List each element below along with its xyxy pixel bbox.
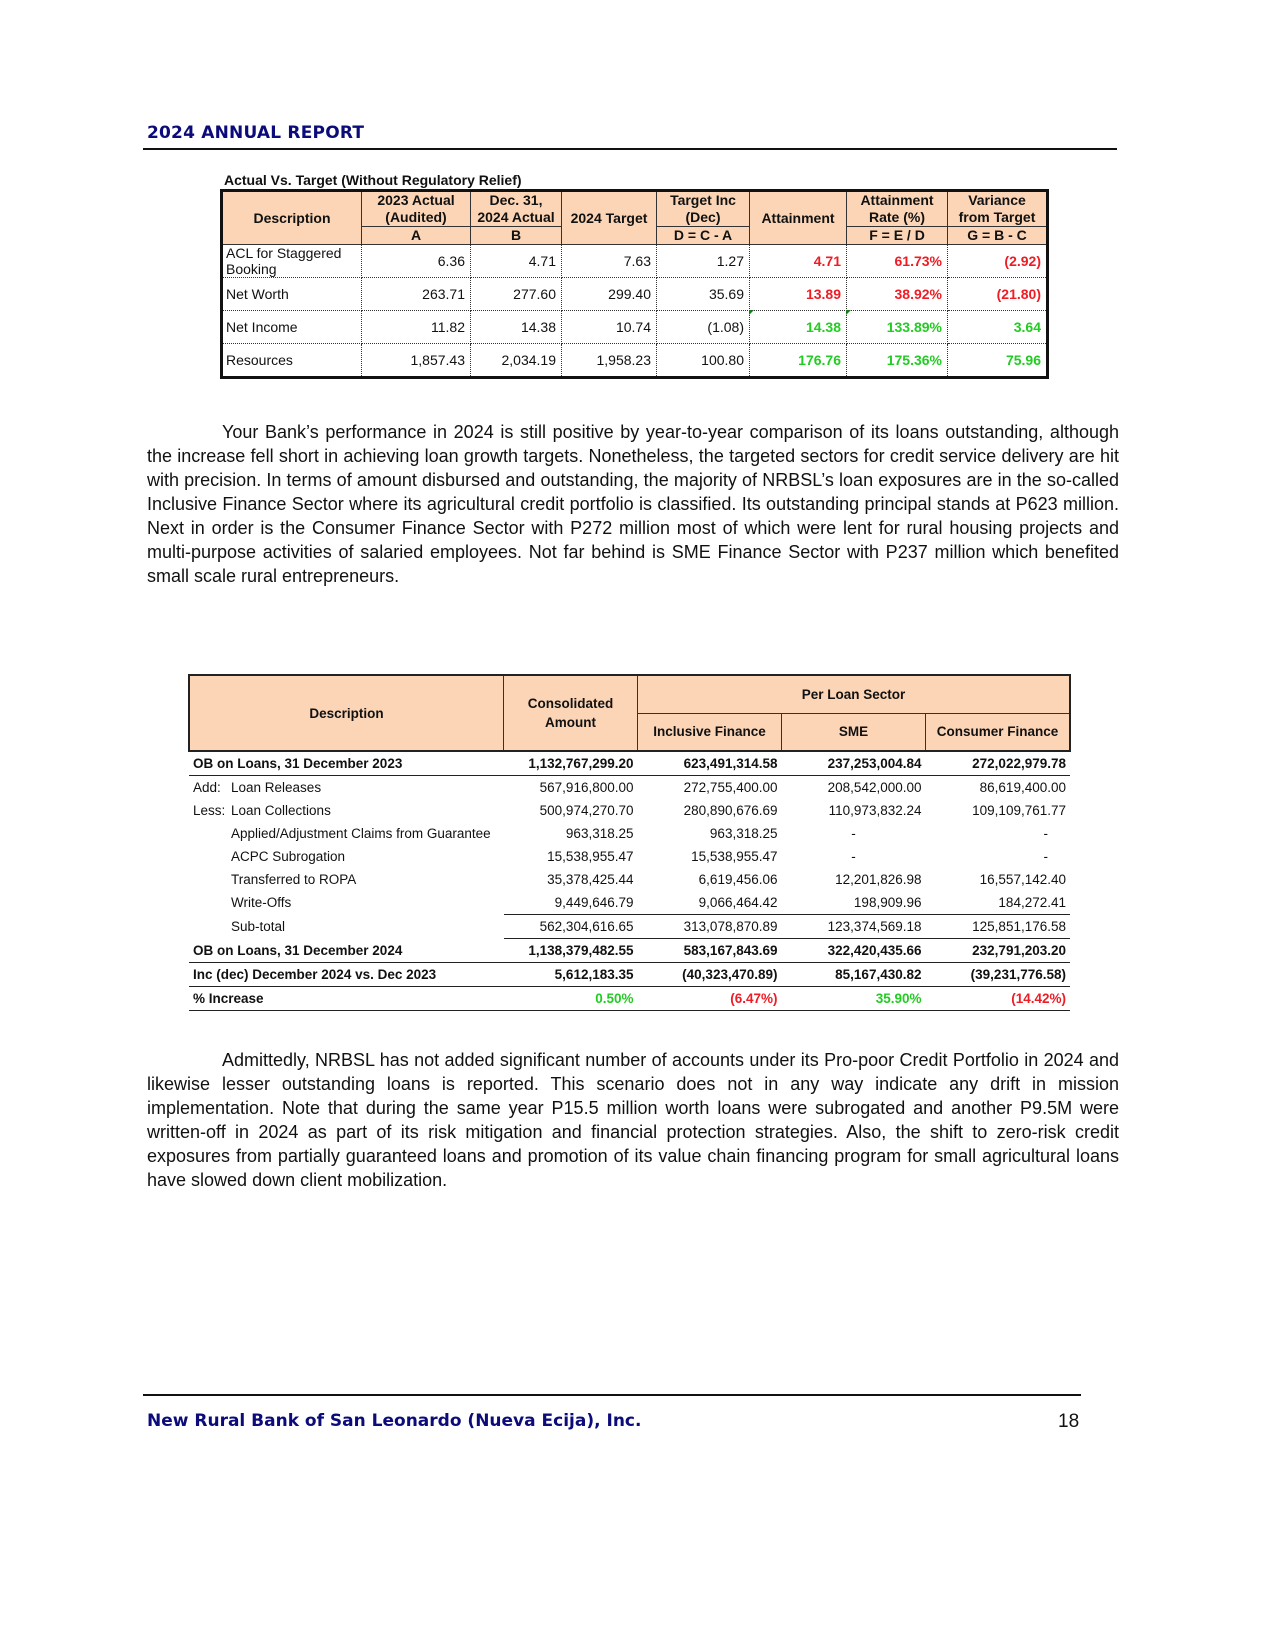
paragraph-pro-poor-portfolio: Admittedly, NRBSL has not added significant number of accounts under its Pro-poor Credit Portfolio in 2024 and likewise lesser outstanding loans is reported. This scenario does not in any way indicate any drift in mission implementation. Note that during the same year P15.5 million worth loans were subrogated and another P9.5M were written-off in 2024 as part of its risk mitigation and financial protection strategies. Also, the shift to zero-risk credit exposures from partially guaranteed loans and promotion of its value chain financing program for small agricultural loans have slowed down client mobilization. [147, 1050, 1119, 1190]
page-number: 18 [1058, 1411, 1080, 1432]
table-row: Inc (dec) December 2024 vs. Dec 2023 5,612,183.35 (40,323,470.89) 85,167,430.82 (39,231,776.58) [189, 963, 1070, 987]
col-header-2024-actual: Dec. 31, 2024 Actual [471, 191, 562, 227]
col-code-g: G = B - C [948, 227, 1048, 245]
table-row: ACL for Staggered Booking 6.36 4.71 7.63 1.27 4.71 61.73% (2.92) [222, 245, 1048, 278]
col-code-b: B [471, 227, 562, 245]
table-row: Write-Offs 9,449,646.79 9,066,464.42 198,909.96 184,272.41 [231, 895, 1066, 911]
table-row: OB on Loans, 31 December 2024 1,138,379,482.55 583,167,843.69 322,420,435.66 232,791,203.20 [189, 939, 1070, 963]
table-row: OB on Loans, 31 December 2023 1,132,767,299.20 623,491,314.58 237,253,004.84 272,022,979.78 [189, 751, 1070, 776]
col-code-d: D = C - A [657, 227, 750, 245]
table-row: Less: Loan Collections 500,974,270.70 280,890,676.69 110,973,832.24 109,109,761.77 [193, 803, 1066, 818]
table-row: ACPC Subrogation 15,538,955.47 15,538,955.47 - - [231, 849, 1048, 864]
table1-caption: Actual Vs. Target (Without Regulatory Relief) [224, 172, 522, 188]
t2-header-description: Description [189, 675, 504, 751]
table-row: Resources 1,857.43 2,034.19 1,958.23 100.80 176.76 175.36% 75.96 [222, 344, 1048, 378]
col-header-attainment: Attainment [750, 191, 847, 245]
t2-header-consumer: Consumer Finance [926, 713, 1071, 751]
table-row: % Increase 0.50% (6.47%) 35.90% (14.42%) [189, 987, 1070, 1011]
table-row: Add: Loan Releases 567,916,800.00 272,755,400.00 208,542,000.00 86,619,400.00 [193, 780, 1066, 795]
col-header-2023-actual: 2023 Actual (Audited) [362, 191, 471, 227]
table-row: Sub-total 562,304,616.65 313,078,870.89 123,374,569.18 125,851,176.58 [189, 915, 1070, 939]
col-code-a: A [362, 227, 471, 245]
error-flag-cell: 133.89% [847, 311, 948, 344]
table-row: Applied/Adjustment Claims from Guarantee 963,318.25 963,318.25 - - [231, 826, 1048, 841]
footer-bank-name: New Rural Bank of San Leonardo (Nueva Ecija), Inc. [147, 1411, 642, 1431]
t2-header-per-sector: Per Loan Sector [638, 675, 1071, 713]
header-rule [143, 148, 1117, 150]
col-code-f: F = E / D [847, 227, 948, 245]
loan-sector-table [188, 674, 1071, 1011]
report-header-title: 2024 ANNUAL REPORT [147, 123, 365, 143]
col-header-2024-target: 2024 Target [562, 191, 657, 245]
table-row: Net Worth 263.71 277.60 299.40 35.69 13.89 38.92% (21.80) [222, 278, 1048, 311]
error-flag-cell: 14.38 [750, 311, 847, 344]
footer-rule [143, 1394, 1081, 1396]
table-row: Net Income 11.82 14.38 10.74 (1.08) 14.38 133.89% 3.64 [222, 311, 1048, 344]
col-header-attainment-rate: Attainment Rate (%) [847, 191, 948, 227]
table-row: Transferred to ROPA 35,378,425.44 6,619,456.06 12,201,826.98 16,557,142.40 [231, 872, 1066, 887]
col-header-target-inc: Target Inc (Dec) [657, 191, 750, 227]
t2-header-inclusive: Inclusive Finance [638, 713, 782, 751]
col-header-variance: Variance from Target [948, 191, 1048, 227]
paragraph-loan-performance: Your Bank’s performance in 2024 is still positive by year-to-year comparison of its loans outstanding, although the increase fell short in achieving loan growth targets. Nonetheless, the targeted sectors for credit service delivery are hit with precision. In terms of amount disbursed and outstanding, the majority of NRBSL’s loan exposures are in the so-called Inclusive Finance Sector where its agricultural credit portfolio is classified. Its outstanding principal stands at P623 million. Next in order is the Consumer Finance Sector with P272 million most of which were lent for rural housing projects and multi-purpose activities of salaried employees. Not far behind is SME Finance Sector with P237 million which benefited small scale rural entrepreneurs. [147, 422, 1119, 586]
col-header-description: Description [222, 191, 362, 245]
actual-vs-target-table [220, 189, 1049, 379]
t2-header-sme: SME [782, 713, 926, 751]
t2-header-consolidated: Consolidated Amount [504, 675, 638, 751]
